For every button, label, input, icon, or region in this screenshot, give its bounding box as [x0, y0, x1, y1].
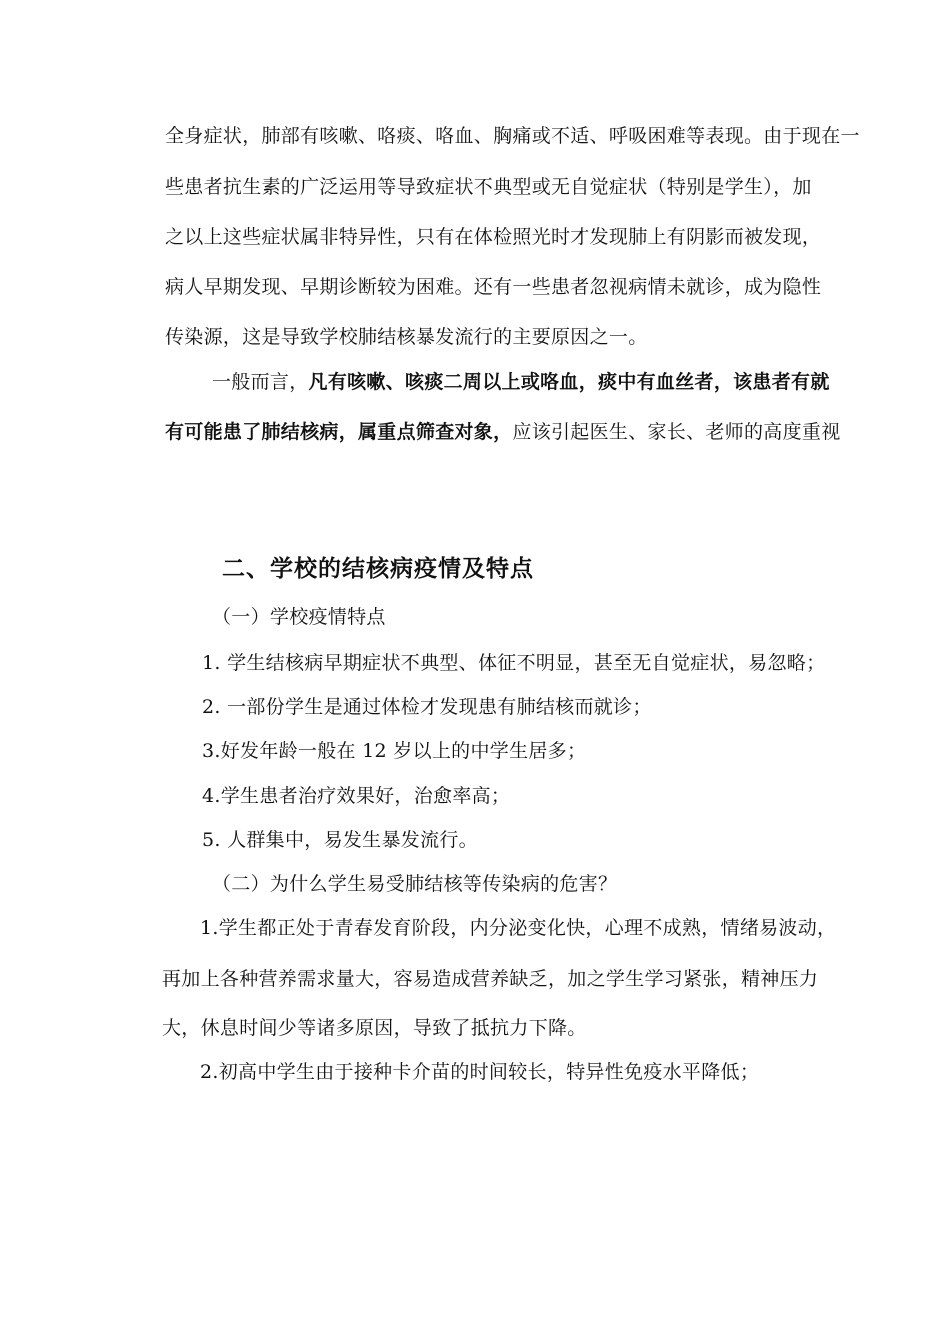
text-run: 应该引起医生、家长、老师的高度重视: [512, 421, 841, 443]
paragraph-line: 2.初高中学生由于接种卡介苗的时间较长，特异性免疫水平降低；: [200, 1061, 760, 1083]
paragraph-line: 传染源，这是导致学校肺结核暴发流行的主要原因之一。: [165, 326, 648, 348]
paragraph-line: 全身症状，肺部有咳嗽、咯痰、咯血、胸痛或不适、呼吸困难等表现。由于现在一: [165, 125, 860, 147]
paragraph-line: [212, 369, 830, 395]
list-item: 3.好发年龄一般在 12 岁以上的中学生居多；: [202, 740, 587, 762]
paragraph-line: 些患者抗生素的广泛运用等导致症状不典型或无自觉症状（特别是学生），加: [165, 176, 812, 198]
section-heading: 二、学校的结核病疫情及特点: [222, 556, 534, 582]
list-item: 2. 一部份学生是通过体检才发现患有肺结核而就诊；: [202, 696, 652, 718]
list-item: 5. 人群集中，易发生暴发流行。: [202, 829, 478, 851]
paragraph-line: 之以上这些症状属非特异性，只有在体检照光时才发现肺上有阴影而被发现，: [165, 226, 822, 248]
emphasis-text: 凡有咳嗽、咳痰二周以上或咯血，痰中有血丝者，该患者有就: [308, 371, 830, 393]
list-item: 4.学生患者治疗效果好，治愈率高；: [202, 785, 511, 807]
paragraph-line: [165, 419, 841, 445]
paragraph-line: 病人早期发现、早期诊断较为困难。还有一些患者忽视病情未就诊，成为隐性: [165, 276, 822, 298]
subsection-title: （二）为什么学生易受肺结核等传染病的危害？: [212, 873, 618, 895]
list-item: 1. 学生结核病早期症状不典型、体征不明显，甚至无自觉症状，易忽略；: [202, 652, 826, 674]
text-run: 一般而言，: [212, 371, 309, 393]
paragraph-line: 大，休息时间少等诸多原因，导致了抵抗力下降。: [162, 1017, 587, 1039]
paragraph-line: 再加上各种营养需求量大，容易造成营养缺乏，加之学生学习紧张，精神压力: [162, 968, 819, 990]
subsection-title: （一）学校疫情特点: [212, 606, 386, 628]
paragraph-line: 1.学生都正处于青春发育阶段，内分泌变化快，心理不成熟，情绪易波动，: [200, 917, 837, 939]
emphasis-text: 有可能患了肺结核病，属重点筛查对象，: [165, 421, 513, 443]
